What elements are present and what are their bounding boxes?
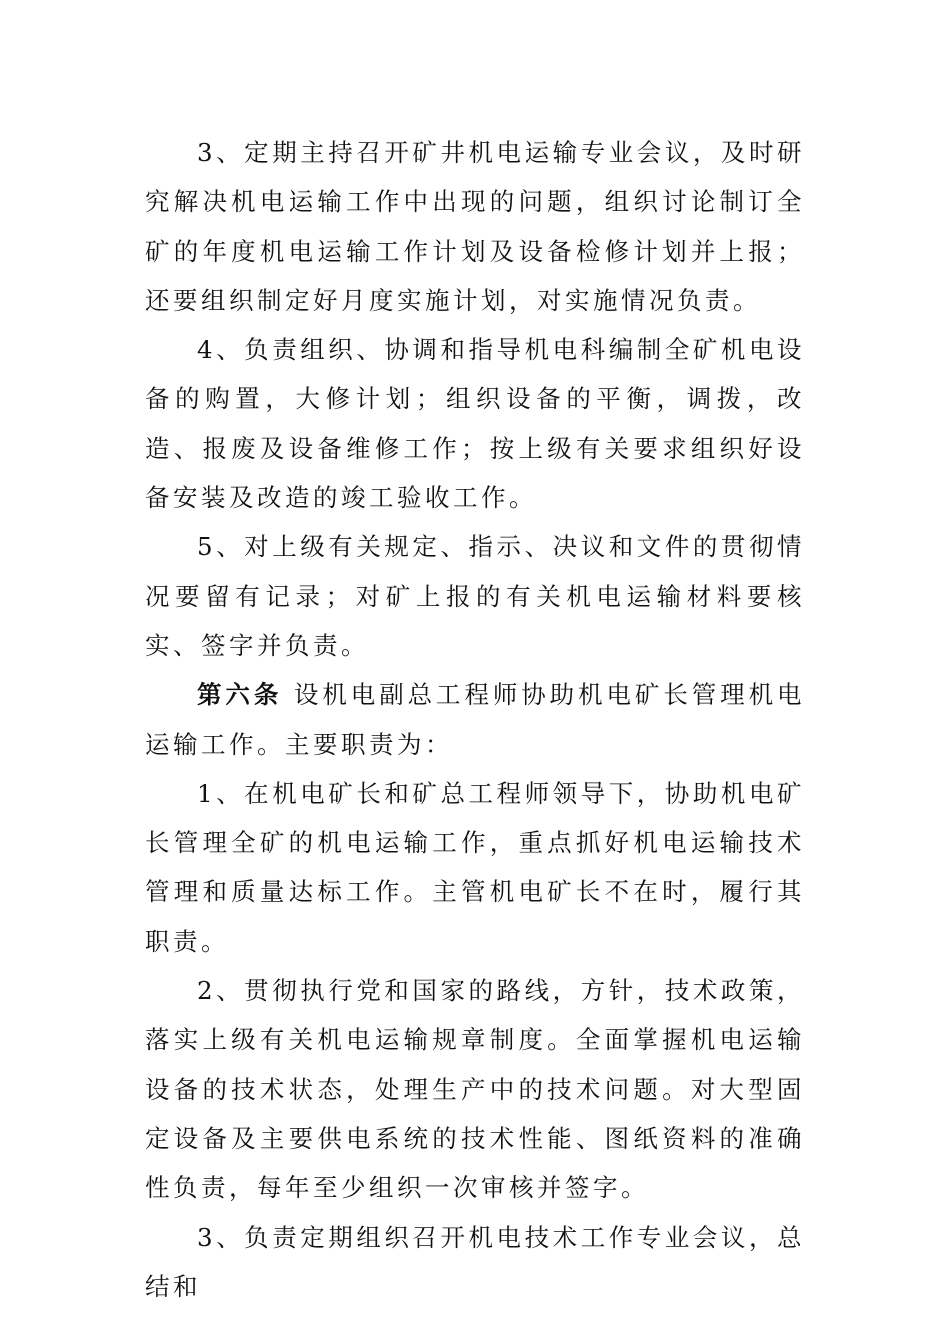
paragraph-item-3-continued: 3、负责定期组织召开机电技术工作专业会议，总结和 [145,1222,805,1301]
paragraph-item-4: 4、负责组织、协调和指导机电科编制全矿机电设备的购置，大修计划；组织设备的平衡，调拨，改造、报废及设备维修工作；按上级有关要求组织好设备安装及改造的竣工验收工作。 [145,335,805,513]
article-six-paragraph [145,670,805,769]
paragraph-item-5: 5、对上级有关规定、指示、决议和文件的贯彻情况要留有记录；对矿上报的有关机电运输材料要核实、签字并负责。 [145,532,805,660]
paragraph-item-1: 1、在机电矿长和矿总工程师领导下，协助机电矿长管理全矿的机电运输工作，重点抓好机电运输技术管理和质量达标工作。主管机电矿长不在时，履行其职责。 [145,778,805,956]
document-body [145,128,805,1311]
article-heading: 第六条 [197,680,283,710]
paragraph-item-2: 2、贯彻执行党和国家的路线，方针，技术政策，落实上级有关机电运输规章制度。全面掌握机电运输设备的技术状态，处理生产中的技术问题。对大型固定设备及主要供电系统的技术性能、图纸资料的准确性负责，每年至少组织一次审核并签字。 [145,976,805,1203]
article-text: 设机电副总工程师协助机电矿长管理机电运输工作。主要职责为： [145,680,805,759]
paragraph-item-3: 3、定期主持召开矿井机电运输专业会议，及时研究解决机电运输工作中出现的问题，组织讨论制订全矿的年度机电运输工作计划及设备检修计划并上报；还要组织制定好月度实施计划，对实施情况负责。 [145,138,805,315]
